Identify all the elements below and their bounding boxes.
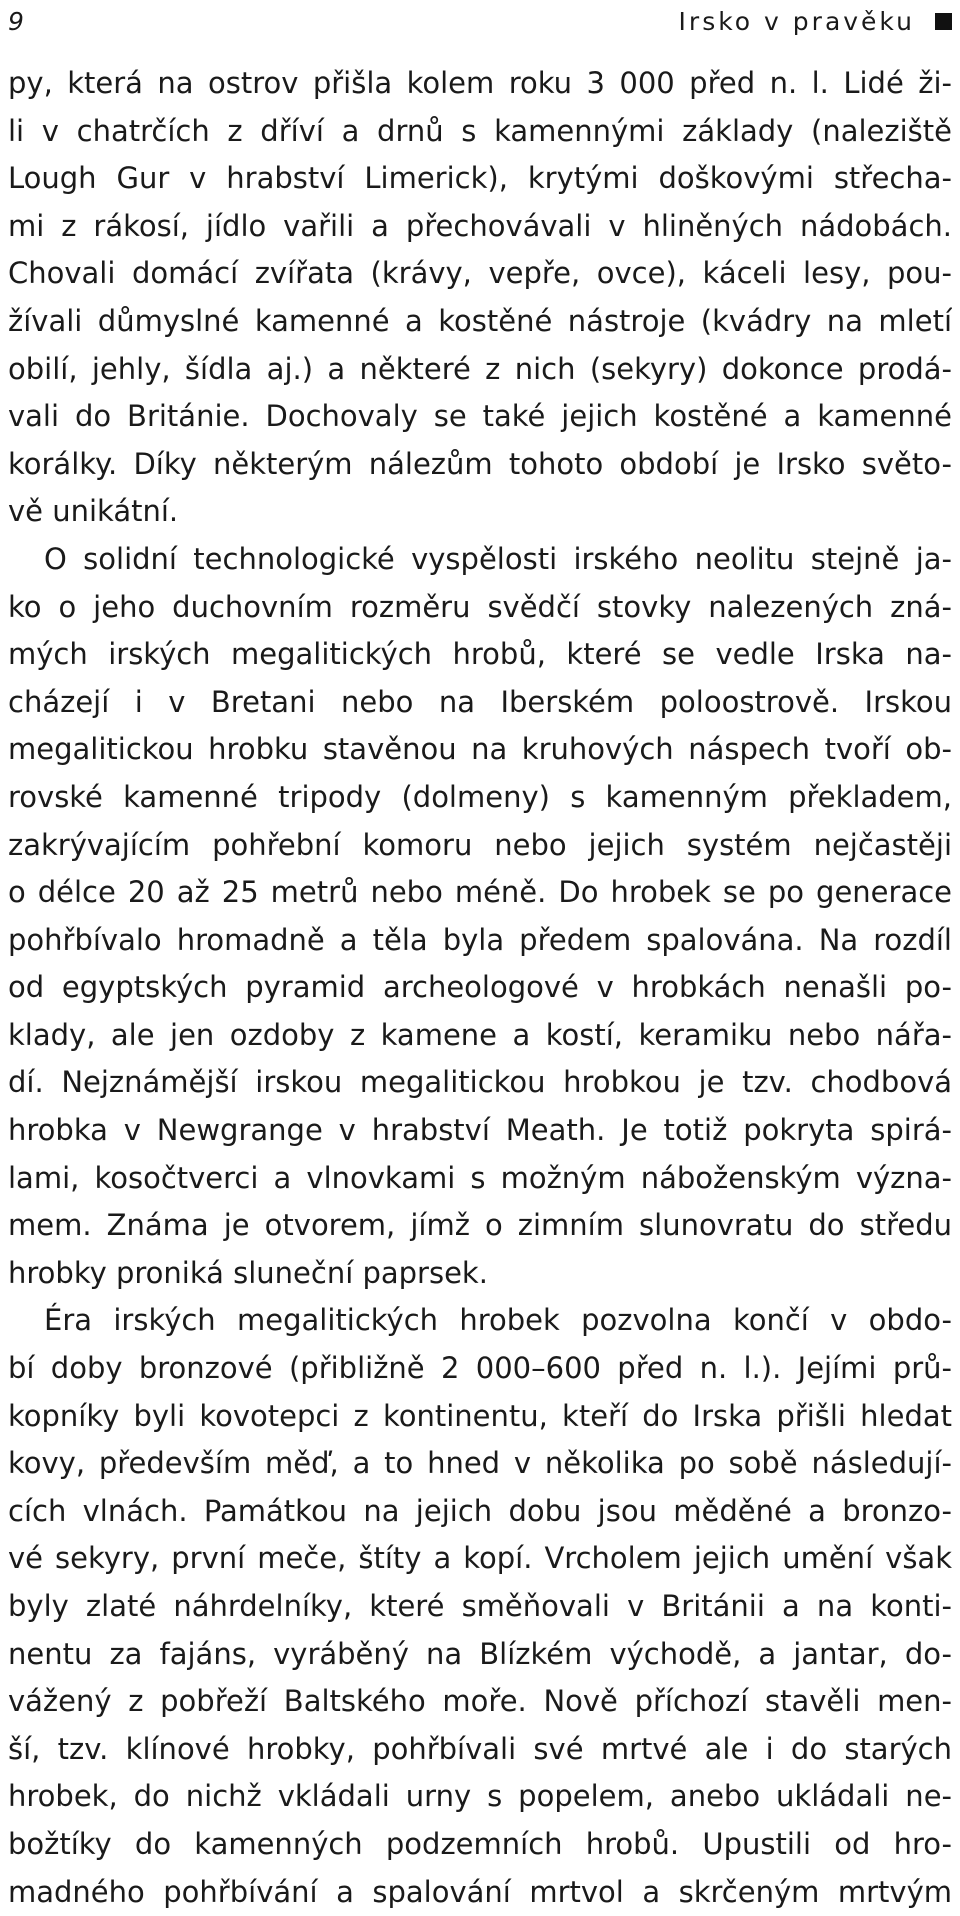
text-line: od egyptských pyramid archeologové v hrobkách nenašli po- (8, 970, 952, 1005)
text-line: cházejí i v Bretani nebo na Iberském poloostrově. Irskou (8, 684, 952, 719)
square-icon (935, 13, 952, 30)
text-line: kovy, především měď, a to hned v několika po sobě následují- (8, 1446, 952, 1481)
text-line: vě unikátní. (8, 494, 179, 529)
text-line: Chovali domácí zvířata (krávy, vepře, ovce), káceli lesy, pou- (8, 256, 952, 291)
text-line: megalitickou hrobku stavěnou na kruhových náspech tvoří ob- (8, 732, 952, 767)
text-line: o délce 20 až 25 metrů nebo méně. Do hrobek se po generace (8, 875, 952, 910)
text-line: rovské kamenné tripody (dolmeny) s kamenným překladem, (8, 779, 952, 814)
paragraph-1 (8, 60, 952, 536)
text-line: bí doby bronzové (přibližně 2 000–600 před n. l.). Jejími prů- (8, 1351, 952, 1386)
paragraph-2 (8, 536, 952, 1298)
header-right (679, 7, 952, 36)
text-line: božtíky do kamenných podzemních hrobů. Upustili od hro- (8, 1826, 952, 1861)
text-line: vé sekyry, první meče, štíty a kopí. Vrcholem jejich umění však (8, 1541, 952, 1576)
body-text (8, 60, 952, 1916)
text-line: pohřbívalo hromadně a těla byla předem spalována. Na rozdíl (8, 922, 952, 957)
text-line: ší, tzv. klínové hrobky, pohřbívali své mrtvé ale i do starých (8, 1731, 952, 1766)
text-line: kopníky byli kovotepci z kontinentu, kteří do Irska přišli hledat (8, 1398, 952, 1433)
page-number: 9 (8, 6, 25, 36)
text-line: py, která na ostrov přišla kolem roku 3 000 před n. l. Lidé ži- (8, 66, 952, 100)
running-header (8, 4, 952, 38)
chapter-title: Irsko v pravěku (678, 6, 915, 36)
text-line: dí. Nejznámější irskou megalitickou hrobkou je tzv. chodbová (8, 1065, 952, 1100)
text-line: Éra irských megalitických hrobek pozvolna končí v obdo- (44, 1303, 952, 1338)
text-line: mých irských megalitických hrobů, které se vedle Irska na- (8, 637, 952, 672)
text-line: ko o jeho duchovním rozměru svědčí stovky nalezených zná- (8, 589, 952, 624)
text-line: byly zlaté náhrdelníky, které směňovali v Británii a na konti- (8, 1589, 952, 1623)
text-line: žívali důmyslné kamenné a kostěné nástroje (kvádry na mletí (8, 303, 952, 338)
text-line: obilí, jehly, šídla aj.) a některé z nich (sekyry) dokonce prodá- (8, 351, 952, 386)
text-line: hrobka v Newgrange v hrabství Meath. Je totiž pokryta spirá- (8, 1113, 952, 1148)
text-line: vali do Británie. Dochovaly se také jejich kostěné a kamenné (8, 399, 952, 434)
text-line: vážený z pobřeží Baltského moře. Nově příchozí stavěli men- (8, 1684, 952, 1719)
text-line: mi z rákosí, jídlo vařili a přechovávali v hliněných nádobách. (8, 208, 952, 243)
text-line: hrobky proniká sluneční paprsek. (8, 1255, 488, 1290)
text-line: Lough Gur v hrabství Limerick), krytými doškovými střecha- (8, 161, 952, 196)
text-line: mem. Známa je otvorem, jímž o zimním slunovratu do středu (8, 1208, 952, 1243)
text-line: korálky. Díky některým nálezům tohoto období je Irsko světo- (8, 446, 952, 481)
text-line: zakrývajícím pohřební komoru nebo jejich systém nejčastěji (8, 827, 952, 862)
text-line: klady, ale jen ozdoby z kamene a kostí, keramiku nebo nářa- (8, 1017, 952, 1052)
text-line: cích vlnách. Památkou na jejich dobu jsou měděné a bronzo- (8, 1493, 952, 1528)
paragraph-3 (8, 1297, 952, 1916)
text-line: hrobek, do nichž vkládali urny s popelem, anebo ukládali ne- (8, 1779, 952, 1814)
text-line: O solidní technologické vyspělosti irského neolitu stejně ja- (44, 541, 952, 576)
text-line: lami, kosočtverci a vlnovkami s možným náboženským význa- (8, 1160, 952, 1195)
text-line: li v chatrčích z dříví a drnů s kamennými základy (naleziště (8, 113, 952, 148)
text-line: nentu za fajáns, vyráběný na Blízkém východě, a jantar, do- (8, 1636, 952, 1671)
text-line: madného pohřbívání a spalování mrtvol a skrčeným mrtvým (8, 1874, 952, 1909)
